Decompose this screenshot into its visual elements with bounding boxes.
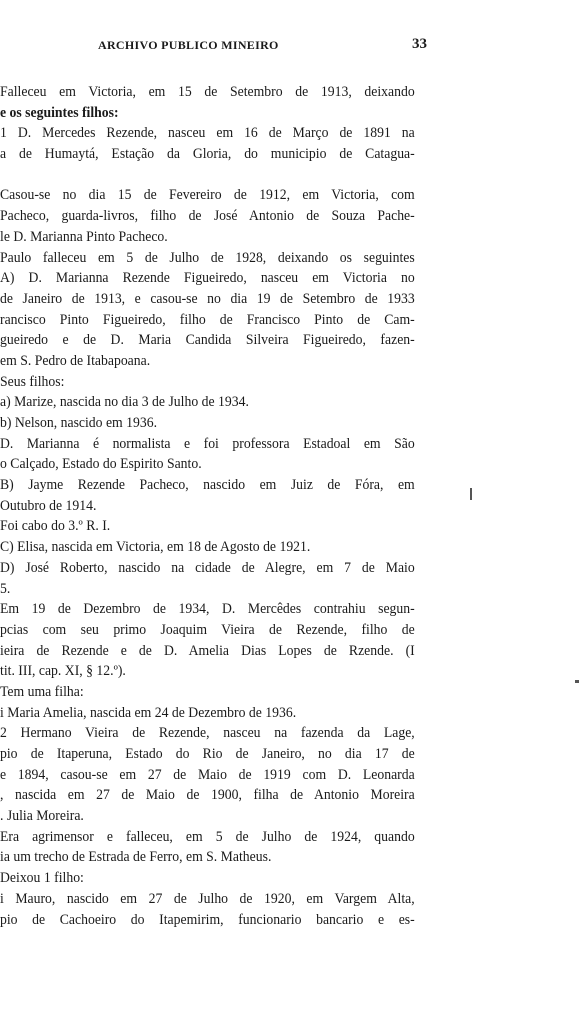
text-line: pio de Cachoeiro do Itapemirim, funcionario bancario e es- — [0, 911, 415, 928]
text-line: 1 D. Mercedes Rezende, nasceu em 16 de Março de 1891 na — [0, 125, 415, 142]
text-line: pcias com seu primo Joaquim Vieira de Rezende, filho de — [0, 621, 415, 638]
text-line: Casou-se no dia 15 de Fevereiro de 1912, em Victoria, com — [0, 187, 415, 204]
text-line: b) Nelson, nascido em 1936. — [0, 415, 158, 431]
text-line: D. Marianna é normalista e foi professora Estadoal em São — [0, 435, 415, 452]
text-line: e 1894, casou-se em 27 de Maio de 1919 com D. Leonarda — [0, 766, 415, 783]
text-line: B) Jayme Rezende Pacheco, nascido em Juiz de Fóra, em — [0, 477, 415, 494]
text-line: ia um trecho de Estrada de Ferro, em S. Matheus. — [0, 849, 272, 866]
text-line: pio de Itaperuna, Estado do Rio de Janeiro, no dia 17 de — [0, 746, 415, 762]
text-line: em S. Pedro de Itabapoana. — [0, 352, 151, 369]
text-line: 2 Hermano Vieira de Rezende, nasceu na fazenda da Lage, — [0, 725, 415, 742]
text-line: Deixou 1 filho: — [0, 870, 84, 887]
text-line: Pacheco, guarda-livros, filho de José Antonio de Souza Pache- — [0, 208, 415, 225]
text-line — [0, 165, 415, 186]
text-line: D) José Roberto, nascido na cidade de Alegre, em 7 de Maio — [0, 559, 415, 576]
text-line: , nascida em 27 de Maio de 1900, filha de Antonio Moreira — [0, 787, 415, 804]
text-line: o Calçado, Estado do Espirito Santo. — [0, 456, 202, 473]
page-number: 33 — [412, 36, 427, 52]
running-head: ARCHIVO PUBLICO MINEIRO — [98, 38, 279, 52]
text-line: A) D. Marianna Rezende Figueiredo, nasceu em Victoria no — [0, 270, 415, 287]
margin-mark — [470, 488, 472, 500]
text-line: a de Humaytá, Estação da Gloria, do municipio de Catagua- — [0, 146, 415, 163]
text-line: rancisco Pinto Figueiredo, filho de Francisco Pinto de Cam- — [0, 311, 415, 328]
text-line: Foi cabo do 3.º R. I. — [0, 518, 111, 535]
margin-mark — [575, 680, 579, 683]
text-line: Seus filhos: — [0, 373, 65, 390]
text-line: i Maria Amelia, nascida em 24 de Dezembro de 1936. — [0, 704, 297, 721]
text-line: Outubro de 1914. — [0, 497, 97, 514]
text-line: a) Marize, nascida no dia 3 de Julho de 1934. — [0, 394, 249, 411]
text-line: . Julia Moreira. — [0, 808, 84, 825]
text-line: i Mauro, nascido em 27 de Julho de 1920, em Vargem Alta, — [0, 890, 415, 907]
page-header — [0, 36, 586, 58]
text-line: le D. Marianna Pinto Pacheco. — [0, 228, 168, 245]
text-line: ieira de Rezende e de D. Amelia Dias Lopes de Rzende. (I — [0, 642, 415, 659]
text-line: Era agrimensor e falleceu, em 5 de Julho de 1924, quando — [0, 828, 415, 845]
text-line: tit. III, cap. XI, § 12.º). — [0, 663, 126, 680]
text-line: e os seguintes filhos: — [0, 104, 119, 121]
text-line: Falleceu em Victoria, em 15 de Setembro de 1913, deixando — [0, 84, 415, 100]
text-line: 5. — [0, 580, 11, 597]
text-line: gueiredo e de D. Maria Candida Silveira Figueiredo, fazen- — [0, 332, 415, 349]
text-line: Paulo falleceu em 5 de Julho de 1928, deixando os seguintes — [0, 249, 415, 266]
text-line: C) Elisa, nascida em Victoria, em 18 de Agosto de 1921. — [0, 539, 311, 556]
text-line: Em 19 de Dezembro de 1934, D. Mercêdes contrahiu segun- — [0, 601, 415, 618]
text-line: de Janeiro de 1913, e casou-se no dia 19 de Setembro de 1933 — [0, 290, 415, 307]
text-line: Tem uma filha: — [0, 683, 84, 700]
body-text — [0, 82, 432, 930]
